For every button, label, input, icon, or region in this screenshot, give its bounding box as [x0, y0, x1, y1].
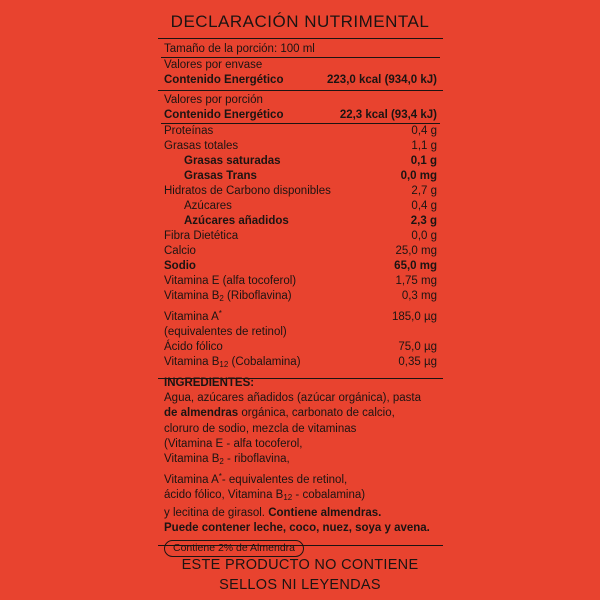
label-title: DECLARACIÓN NUTRIMENTAL — [170, 12, 430, 31]
nutrient-value: 0,35 µg — [398, 356, 437, 368]
nutrient-value: 0,0 mg — [400, 170, 437, 182]
nutrient-value: 0,4 g — [411, 200, 437, 212]
per-container-text: Valores por envase — [164, 59, 263, 71]
serving-size-text: Tamaño de la porción: 100 ml — [164, 43, 315, 55]
ingredients-line: (Vitamina E - alfa tocoferol, — [164, 437, 303, 450]
nutrient-value: 185,0 µg — [392, 311, 437, 323]
nutrient-row-sugars — [158, 199, 443, 214]
nutrient-row-sodium — [158, 259, 443, 274]
nutrient-value: 2,3 g — [410, 215, 437, 227]
nutrient-label: Proteínas — [164, 125, 214, 137]
footer-divider — [158, 545, 443, 546]
container-energy-value: 223,0 kcal (934,0 kJ) — [327, 74, 437, 86]
nutrient-label: Vitamina $B_2$ (Riboflavina) — [164, 290, 292, 303]
nutrient-value: 65,0 mg — [394, 260, 437, 272]
ingredients-line: Vitamina A*- equivalentes de retinol, — [164, 472, 348, 487]
serving-section — [158, 39, 443, 91]
nutrient-row-vit-b2 — [158, 289, 443, 306]
nutrient-label: Vitamina A* — [164, 309, 222, 323]
nutrient-value: 1,1 g — [411, 140, 437, 152]
per-portion-text: Valores por porción — [164, 94, 263, 106]
nutrient-label: Vitamina E (alfa tocoferol) — [164, 275, 297, 287]
nutrient-label: Azúcares añadidos — [184, 215, 289, 227]
almond-content-badge: Contiene 2% de Almendra — [164, 540, 304, 557]
nutrient-label: Vitamina $B_{12}$ (Cobalamina) — [164, 356, 301, 369]
nutrient-row-trans-fat — [158, 169, 443, 184]
container-energy-row — [158, 73, 443, 88]
ingredients-section — [164, 376, 444, 557]
per-portion-header — [158, 93, 443, 108]
nutrient-value: 0,1 g — [410, 155, 437, 167]
container-energy-label: Contenido Energético — [164, 74, 284, 86]
ingredients-line: cloruro de sodio, mezcla de vitaminas — [164, 422, 357, 435]
nutrient-row-vit-a-note — [158, 325, 443, 340]
nutrient-value: 75,0 µg — [398, 341, 437, 353]
nutrient-label: Sodio — [164, 260, 196, 272]
ingredients-line: y lecitina de girasol. Contiene almendras. — [164, 506, 382, 519]
nutrient-row-vit-a — [158, 306, 443, 325]
footer-line-1: ESTE PRODUCTO NO CONTIENE — [181, 557, 419, 573]
nutrient-label: Fibra Dietética — [164, 230, 239, 242]
nutrient-row-vit-e — [158, 274, 443, 289]
nutrient-value: 0,3 mg — [401, 290, 437, 302]
nutrient-row-protein — [158, 124, 443, 139]
ingredients-line: Agua, azúcares añadidos (azúcar orgánica), pasta — [164, 392, 421, 405]
nutrient-label: Grasas saturadas — [184, 155, 281, 167]
nutrient-row-sat-fat — [158, 154, 443, 169]
nutrient-row-carbs — [158, 184, 443, 199]
allergen-warning: Puede contener leche, coco, nuez, soya y avena. — [164, 521, 430, 534]
nutrient-row-fat — [158, 139, 443, 154]
serving-size — [158, 42, 443, 57]
nutrient-label: Hidratos de Carbono disponibles — [164, 185, 331, 197]
nutrient-note: (equivalentes de retinol) — [164, 326, 287, 338]
nutrient-label: Azúcares — [184, 200, 232, 212]
nutrient-row-calcium — [158, 244, 443, 259]
per-portion-section — [158, 93, 443, 378]
nutrient-value: 0,4 g — [411, 125, 437, 137]
nutrient-row-added-sugars — [158, 214, 443, 229]
nutrient-value: 25,0 mg — [395, 245, 437, 257]
nutrient-label: Ácido fólico — [164, 341, 223, 353]
nutrient-row-fiber — [158, 229, 443, 244]
nutrient-label: Contenido Energético — [164, 109, 284, 121]
ingredients-line: ácido fólico, Vitamina $B_{12}$ - cobalamina) — [164, 489, 366, 503]
footer-line-2: SELLOS NI LEYENDAS — [219, 577, 381, 593]
ingredients-line: de almendras orgánica, carbonato de calcio, — [164, 407, 395, 420]
per-container-header — [158, 58, 443, 73]
nutrient-value: 2,7 g — [411, 185, 437, 197]
nutrient-row-folic — [158, 340, 443, 355]
nutrient-value: 1,75 mg — [395, 275, 437, 287]
nutrient-label: Grasas totales — [164, 140, 239, 152]
ingredients-line: Vitamina $B_2$ - riboflavina, — [164, 453, 290, 467]
nutrient-row-energy — [158, 108, 443, 123]
nutrient-value: 0,0 g — [411, 230, 437, 242]
nutrient-label: Grasas Trans — [184, 170, 257, 182]
nutrition-panel — [158, 38, 443, 379]
ingredients-heading: INGREDIENTES: — [164, 377, 255, 389]
footer-notice — [0, 555, 600, 595]
nutrient-value: 22,3 kcal (93,4 kJ) — [339, 109, 437, 121]
nutrient-label: Calcio — [164, 245, 196, 257]
nutrient-row-vit-b12 — [158, 355, 443, 372]
